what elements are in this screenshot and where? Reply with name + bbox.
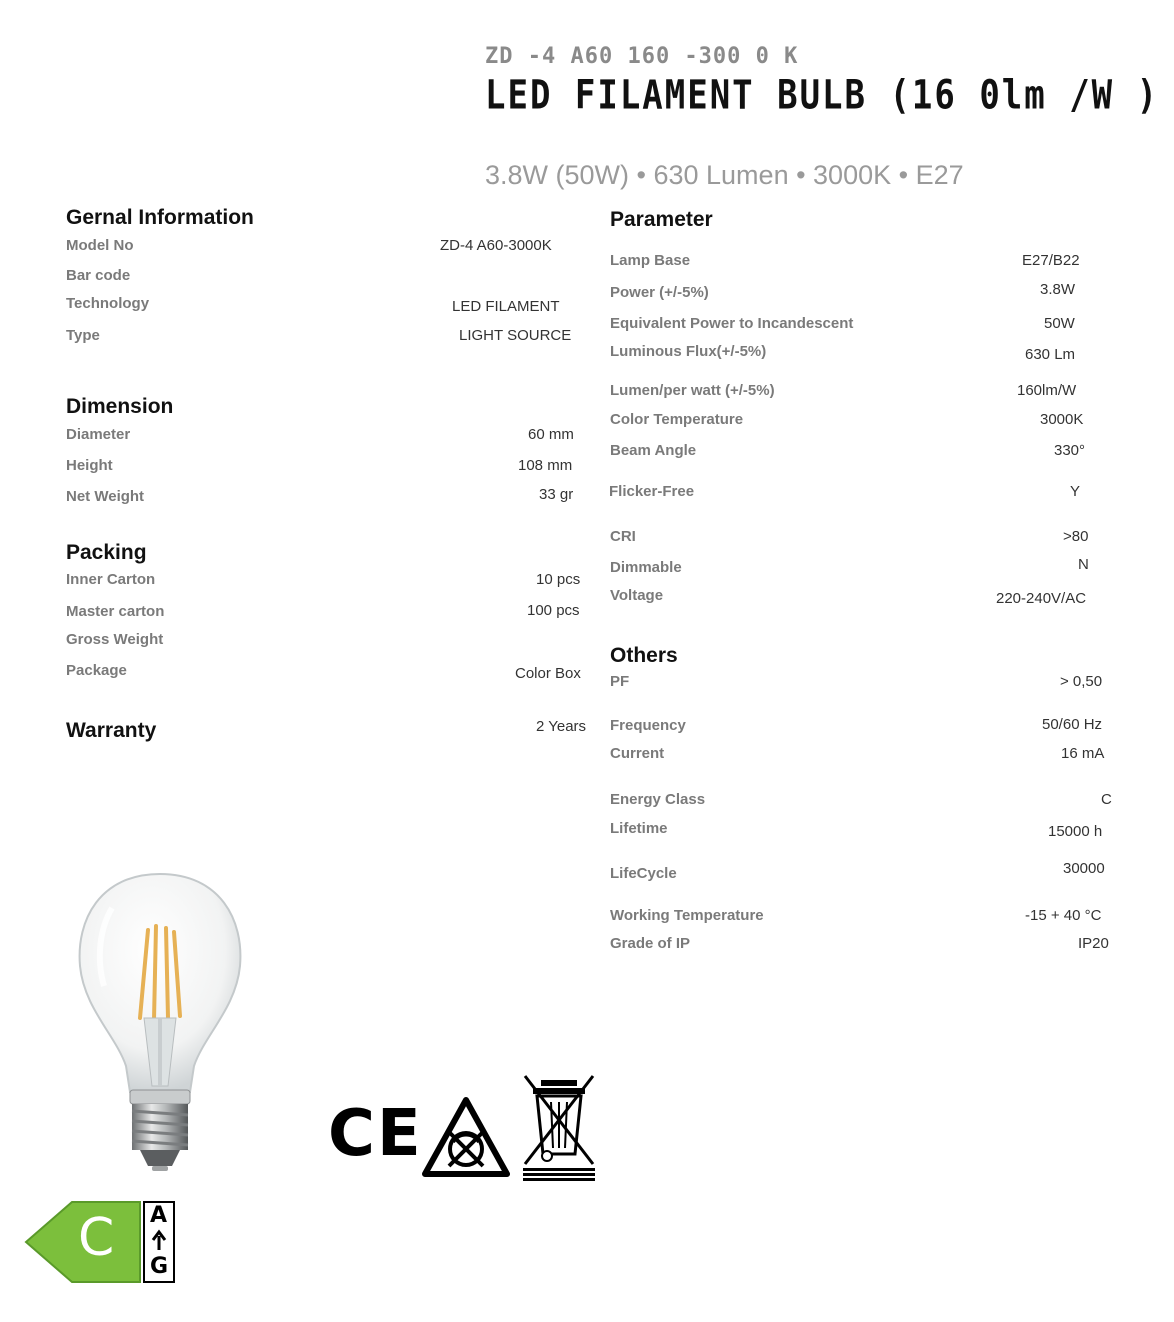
others-label: Lifetime bbox=[610, 820, 668, 837]
parameter-label: Lumen/per watt (+/-5%) bbox=[610, 382, 775, 399]
general-label: Technology bbox=[66, 295, 150, 312]
parameter-label: Beam Angle bbox=[610, 442, 697, 459]
others-label: PF bbox=[610, 673, 630, 690]
packing-section-title: Packing bbox=[66, 541, 147, 564]
general-value: LIGHT SOURCE bbox=[459, 327, 572, 344]
parameter-value: 220-240V/AC bbox=[996, 590, 1087, 607]
general-label: Bar code bbox=[66, 267, 131, 284]
packing-label: Master carton bbox=[66, 603, 165, 620]
packing-value: Color Box bbox=[515, 665, 581, 682]
others-label: LifeCycle bbox=[610, 865, 677, 882]
parameter-value: 50W bbox=[1044, 315, 1075, 332]
others-label: Energy Class bbox=[610, 791, 706, 808]
general-section-title: Gernal Information bbox=[66, 206, 254, 229]
dimension-section-title: Dimension bbox=[66, 395, 174, 418]
general-value: LED FILAMENT bbox=[452, 298, 560, 315]
energy-class-badge bbox=[20, 1198, 180, 1286]
dimension-value: 108 mm bbox=[518, 457, 573, 474]
packing-label: Package bbox=[66, 662, 127, 679]
others-value: -15 + 40 °C bbox=[1025, 907, 1102, 924]
parameter-value: Y bbox=[1070, 483, 1081, 500]
warranty-value: 2 Years bbox=[536, 718, 587, 735]
others-label: Frequency bbox=[610, 717, 686, 734]
packing-value: 10 pcs bbox=[536, 571, 581, 588]
others-section-title: Others bbox=[610, 644, 678, 667]
packing-label: Inner Carton bbox=[66, 571, 156, 588]
parameter-value: 3000K bbox=[1040, 411, 1084, 428]
parameter-value: 3.8W bbox=[1040, 281, 1076, 298]
others-label: Grade of IP bbox=[610, 935, 691, 952]
parameter-label: CRI bbox=[610, 528, 636, 545]
others-label: Working Temperature bbox=[610, 907, 764, 924]
parameter-value: 330° bbox=[1054, 442, 1086, 459]
others-value: 15000 h bbox=[1048, 823, 1103, 840]
parameter-value: N bbox=[1078, 556, 1089, 573]
dimension-value: 60 mm bbox=[528, 426, 574, 443]
others-value: 50/60 Hz bbox=[1042, 716, 1103, 733]
general-value: ZD-4 A60-3000K bbox=[440, 237, 552, 254]
parameter-value: 160lm/W bbox=[1017, 382, 1077, 399]
dimension-value: 33 gr bbox=[539, 486, 574, 503]
parameter-label: Color Temperature bbox=[610, 411, 744, 428]
others-value: 16 mA bbox=[1061, 745, 1105, 762]
others-value: > 0,50 bbox=[1060, 673, 1103, 690]
others-value: IP20 bbox=[1078, 935, 1109, 952]
others-label: Current bbox=[610, 745, 665, 762]
parameter-label: Flicker-Free bbox=[609, 483, 695, 500]
parameter-label: Luminous Flux(+/-5%) bbox=[610, 343, 767, 360]
bulb-image bbox=[60, 868, 260, 1178]
parameter-label: Voltage bbox=[610, 587, 664, 604]
dimension-label: Net Weight bbox=[66, 488, 145, 505]
weee-bin-icon bbox=[521, 1072, 597, 1182]
dimension-label: Height bbox=[66, 457, 113, 474]
warranty-section-title: Warranty bbox=[66, 719, 157, 742]
parameter-label: Dimmable bbox=[610, 559, 682, 576]
dimension-label: Diameter bbox=[66, 426, 131, 443]
ce-mark-icon bbox=[328, 1097, 423, 1171]
model-code: ZD -4 A60 160 -300 0 K bbox=[485, 44, 799, 69]
energy-class-letter: C bbox=[78, 1208, 115, 1268]
parameter-section-title: Parameter bbox=[610, 208, 713, 231]
parameter-value: 630 Lm bbox=[1025, 346, 1076, 363]
energy-scale-bottom: G bbox=[150, 1254, 169, 1279]
others-value: 30000 bbox=[1063, 860, 1105, 877]
parameter-value: E27/B22 bbox=[1022, 252, 1080, 269]
parameter-label: Lamp Base bbox=[610, 252, 691, 269]
no-cover-warning-icon bbox=[421, 1096, 511, 1178]
product-subtitle: 3.8W (50W) • 630 Lumen • 3000K • E27 bbox=[485, 160, 964, 190]
product-title: LED FILAMENT BULB (16 0lm /W ) bbox=[485, 72, 1160, 120]
general-label: Model No bbox=[66, 237, 134, 254]
others-value: C bbox=[1101, 791, 1112, 808]
packing-label: Gross Weight bbox=[66, 631, 164, 648]
parameter-label: Equivalent Power to Incandescent bbox=[610, 315, 854, 332]
ce-mark-text: CE bbox=[328, 1097, 423, 1171]
packing-value: 100 pcs bbox=[527, 602, 580, 619]
parameter-value: >80 bbox=[1063, 528, 1089, 545]
parameter-label: Power (+/-5%) bbox=[610, 284, 709, 301]
energy-scale-top: A bbox=[150, 1203, 168, 1228]
general-label: Type bbox=[66, 327, 100, 344]
